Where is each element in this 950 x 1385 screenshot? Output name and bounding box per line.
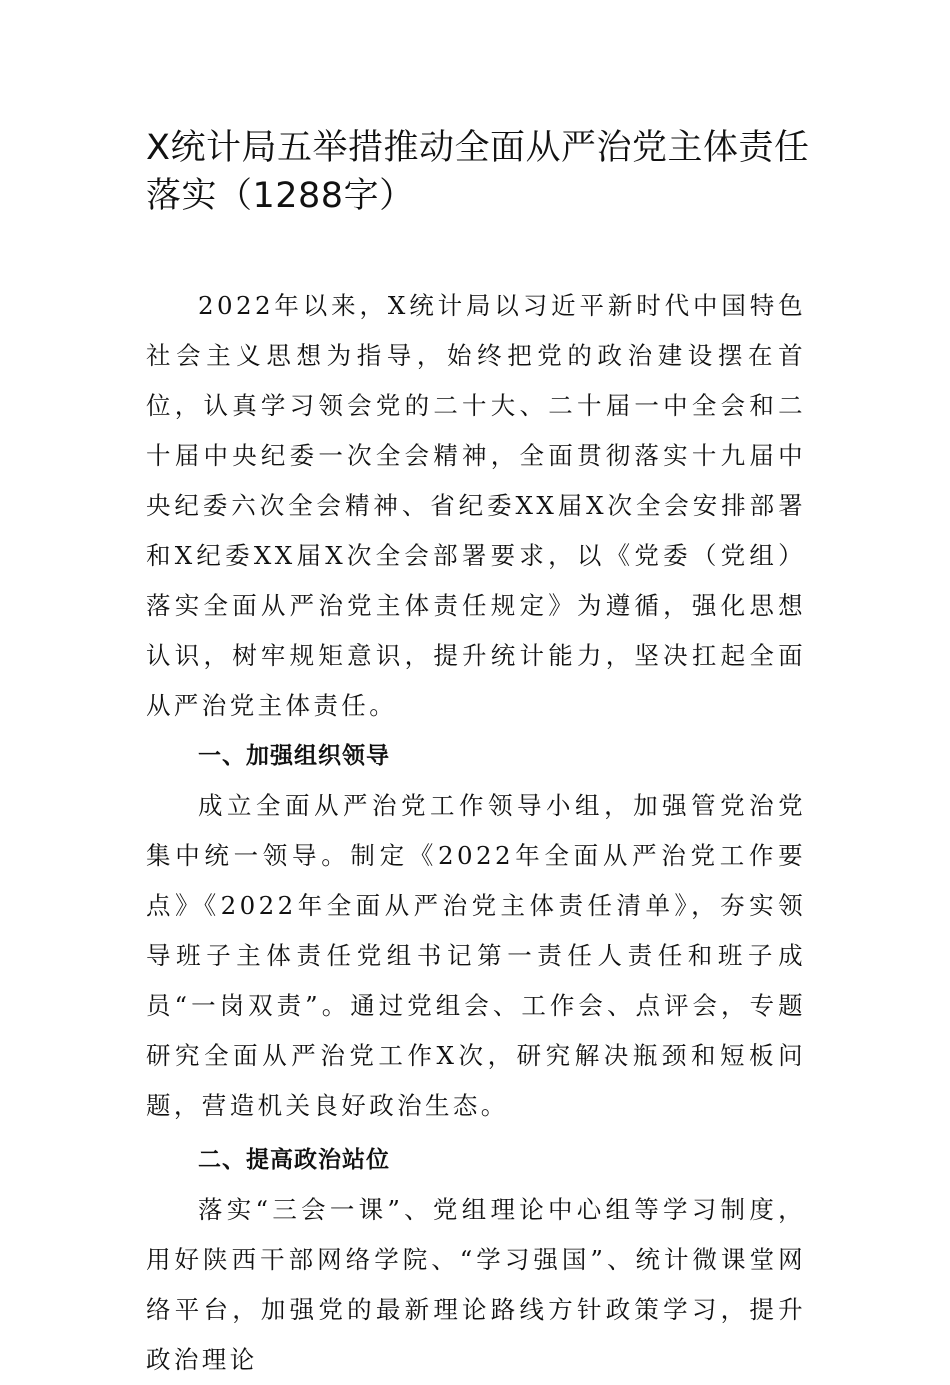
document-body	[146, 281, 806, 1385]
section-paragraph-2: 落实“三会一课”、党组理论中心组等学习制度，用好陕西干部网络学院、“学习强国”、统计微课堂网络平台，加强党的最新理论路线方针政策学习，提升政治理论	[146, 1195, 806, 1374]
document-title: X统计局五举措推动全面从严治党主体责任落实（1288字）	[146, 128, 810, 216]
section-paragraph-1: 成立全面从严治党工作领导小组，加强管党治党集中统一领导。制定《2022年全面从严治党工作要点》《2022年全面从严治党主体责任清单》，夯实领导班子主体责任党组书记第一责任人责任和班子成员“一岗双责”。通过党组会、工作会、点评会，专题研究全面从严治党工作X次，研究解决瓶颈和短板问题，营造机关良好政治生态。	[146, 791, 806, 1120]
section-heading-1: 一、加强组织领导	[198, 743, 390, 769]
section-heading-2: 二、提高政治站位	[198, 1147, 390, 1173]
intro-paragraph: 2022年以来，X统计局以习近平新时代中国特色社会主义思想为指导，始终把党的政治建设摆在首位，认真学习领会党的二十大、二十届一中全会和二十届中央纪委一次全会精神，全面贯彻落实十九届中央纪委六次全会精神、省纪委XX届X次全会安排部署和X纪委XX届X次全会部署要求，以《党委（党组）落实全面从严治党主体责任规定》为遵循，强化思想认识，树牢规矩意识，提升统计能力，坚决扛起全面从严治党主体责任。	[146, 291, 806, 720]
